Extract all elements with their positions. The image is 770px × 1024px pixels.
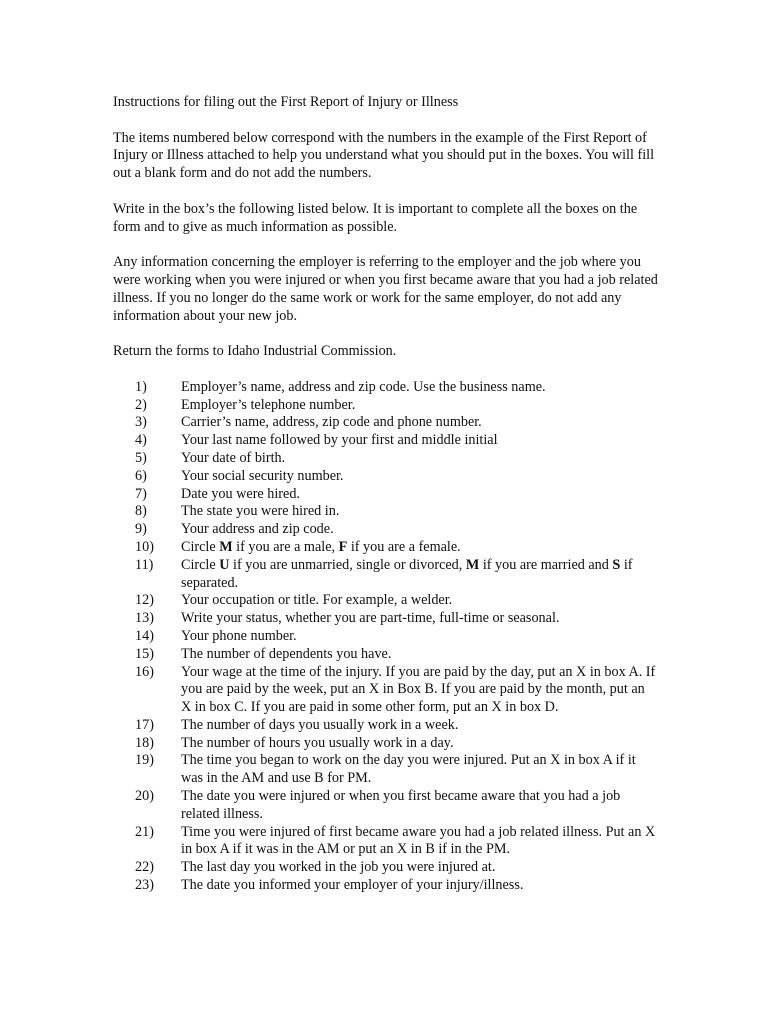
list-item [113,379,658,397]
text-segment: Employer’s telephone number. [181,396,356,413]
text-segment: The date you were injured or when you first became aware that you had a job related illness. [181,788,621,822]
list-item [113,397,658,415]
list-item-number: 14) [135,627,154,644]
bold-code: F [338,538,348,555]
text-segment: Your social security number. [181,467,344,484]
list-item-text [181,521,658,539]
list-item [113,414,658,432]
bold-code: S [612,556,621,573]
text-segment: The number of hours you usually work in a day. [181,734,454,751]
list-item-number: 3) [135,414,147,431]
list-item-text [181,503,658,521]
text-segment: if you are a female. [347,538,461,555]
list-item-number: 2) [135,396,147,413]
bold-code: M [219,538,233,555]
text-segment: Employer’s name, address and zip code. Use the business name. [181,378,546,395]
list-item-text [181,432,658,450]
list-item-text [181,859,658,877]
document-title: Instructions for filing out the First Report of Injury or Illness [113,94,459,110]
list-item-number: 17) [135,716,154,733]
list-item-text [181,824,658,860]
list-item [113,610,658,628]
list-item-text [181,468,658,486]
list-item-text [181,486,658,504]
list-item [113,557,658,593]
list-item-text [181,414,658,432]
text-segment: Your date of birth. [181,449,286,466]
list-item-number: 15) [135,645,154,662]
list-item-text [181,610,658,628]
list-item [113,877,658,895]
list-item [113,539,658,557]
text-segment: Circle [181,538,220,555]
text-segment: Date you were hired. [181,485,300,502]
text-segment: Write your status, whether you are part-time, full-time or seasonal. [181,610,560,627]
list-item [113,503,658,521]
text-segment: The number of dependents you have. [181,645,392,662]
text-segment: Your occupation or title. For example, a welder. [181,592,453,609]
list-item-text [181,788,658,824]
list-item [113,735,658,753]
list-item-number: 22) [135,859,154,876]
list-item-text [181,752,658,788]
list-item-text [181,717,658,735]
list-item-number: 12) [135,592,154,609]
list-item-number: 8) [135,503,147,520]
list-item-text [181,664,658,717]
text-segment: if you are unmarried, single or divorced, [229,556,466,573]
text-segment: Your address and zip code. [181,521,334,538]
list-item [113,521,658,539]
list-item-text [181,397,658,415]
list-item-number: 20) [135,788,154,805]
list-item-number: 10) [135,538,154,555]
list-item-number: 13) [135,610,154,627]
list-item-number: 18) [135,734,154,751]
list-item-text [181,539,658,557]
list-item-text [181,592,658,610]
list-item-number: 4) [135,432,147,449]
list-item-text [181,379,658,397]
employer-info-paragraph: Any information concerning the employer is referring to the employer and the job where you were working when you were injured or when you first became aware that you had a job related illness. If you no longer do the same work or work for the same employer, do not add any information about your new job. [113,254,658,324]
text-segment: Your wage at the time of the injury. If you are paid by the day, put an X in box A. If you are paid by the week, put an X in Box B. If you are paid by the month, put an X in box C. If you are paid in some other form, put an X in box D. [181,663,656,716]
text-segment: if you are married and [479,556,613,573]
list-item-number: 9) [135,521,147,538]
list-item-number: 16) [135,663,154,680]
text-segment: Carrier’s name, address, zip code and phone number. [181,414,482,431]
list-item [113,432,658,450]
intro-paragraph: The items numbered below correspond with the numbers in the example of the First Report of Injury or Illness attached to help you understand what you should put in the boxes. You will fill out a blank form and do not add the numbers. [113,129,655,182]
text-segment: Circle [181,556,220,573]
text-segment: The last day you worked in the job you were injured at. [181,859,496,876]
numbered-instruction-list [113,379,658,895]
text-segment: The number of days you usually work in a week. [181,716,459,733]
bold-code: M [465,556,480,573]
text-segment: The date you informed your employer of your injury/illness. [181,877,524,894]
list-item [113,450,658,468]
list-item [113,628,658,646]
list-item-number: 1) [135,378,147,395]
list-item [113,824,658,860]
list-item-text [181,735,658,753]
instructions-paragraph: Write in the box’s the following listed below. It is important to complete all the boxes on the form and to give as much information as possible. [113,200,638,235]
list-item-number: 5) [135,449,147,466]
text-segment: The state you were hired in. [181,503,340,520]
list-item [113,486,658,504]
list-item-text [181,557,658,593]
list-item [113,664,658,717]
list-item-number: 11) [135,556,154,573]
list-item [113,752,658,788]
text-segment: Your last name followed by your first and middle initial [181,432,498,449]
text-segment: Time you were injured of first became aware you had a job related illness. Put an X in box A if it was in the AM or put an X in B if in the PM. [181,823,656,858]
text-segment: The time you began to work on the day you were injured. Put an X in box A if it was in the AM and use B for PM. [181,752,636,787]
list-item-number: 21) [135,823,154,840]
list-item-text [181,450,658,468]
list-item-number: 6) [135,467,147,484]
list-item-text [181,646,658,664]
text-segment: if you are a male, [232,538,339,555]
list-item [113,592,658,610]
bold-code: U [219,556,230,573]
list-item-text [181,628,658,646]
list-item-text [181,877,658,895]
list-item [113,859,658,877]
list-item-number: 23) [135,877,154,894]
list-item [113,788,658,824]
list-item [113,717,658,735]
text-segment: Your phone number. [181,627,297,644]
list-item-number: 7) [135,485,147,502]
list-item [113,646,658,664]
list-item-number: 19) [135,752,154,769]
text-segment: if separated. [181,556,633,591]
document-page [113,94,658,895]
return-forms-paragraph: Return the forms to Idaho Industrial Commission. [113,343,397,360]
list-item [113,468,658,486]
